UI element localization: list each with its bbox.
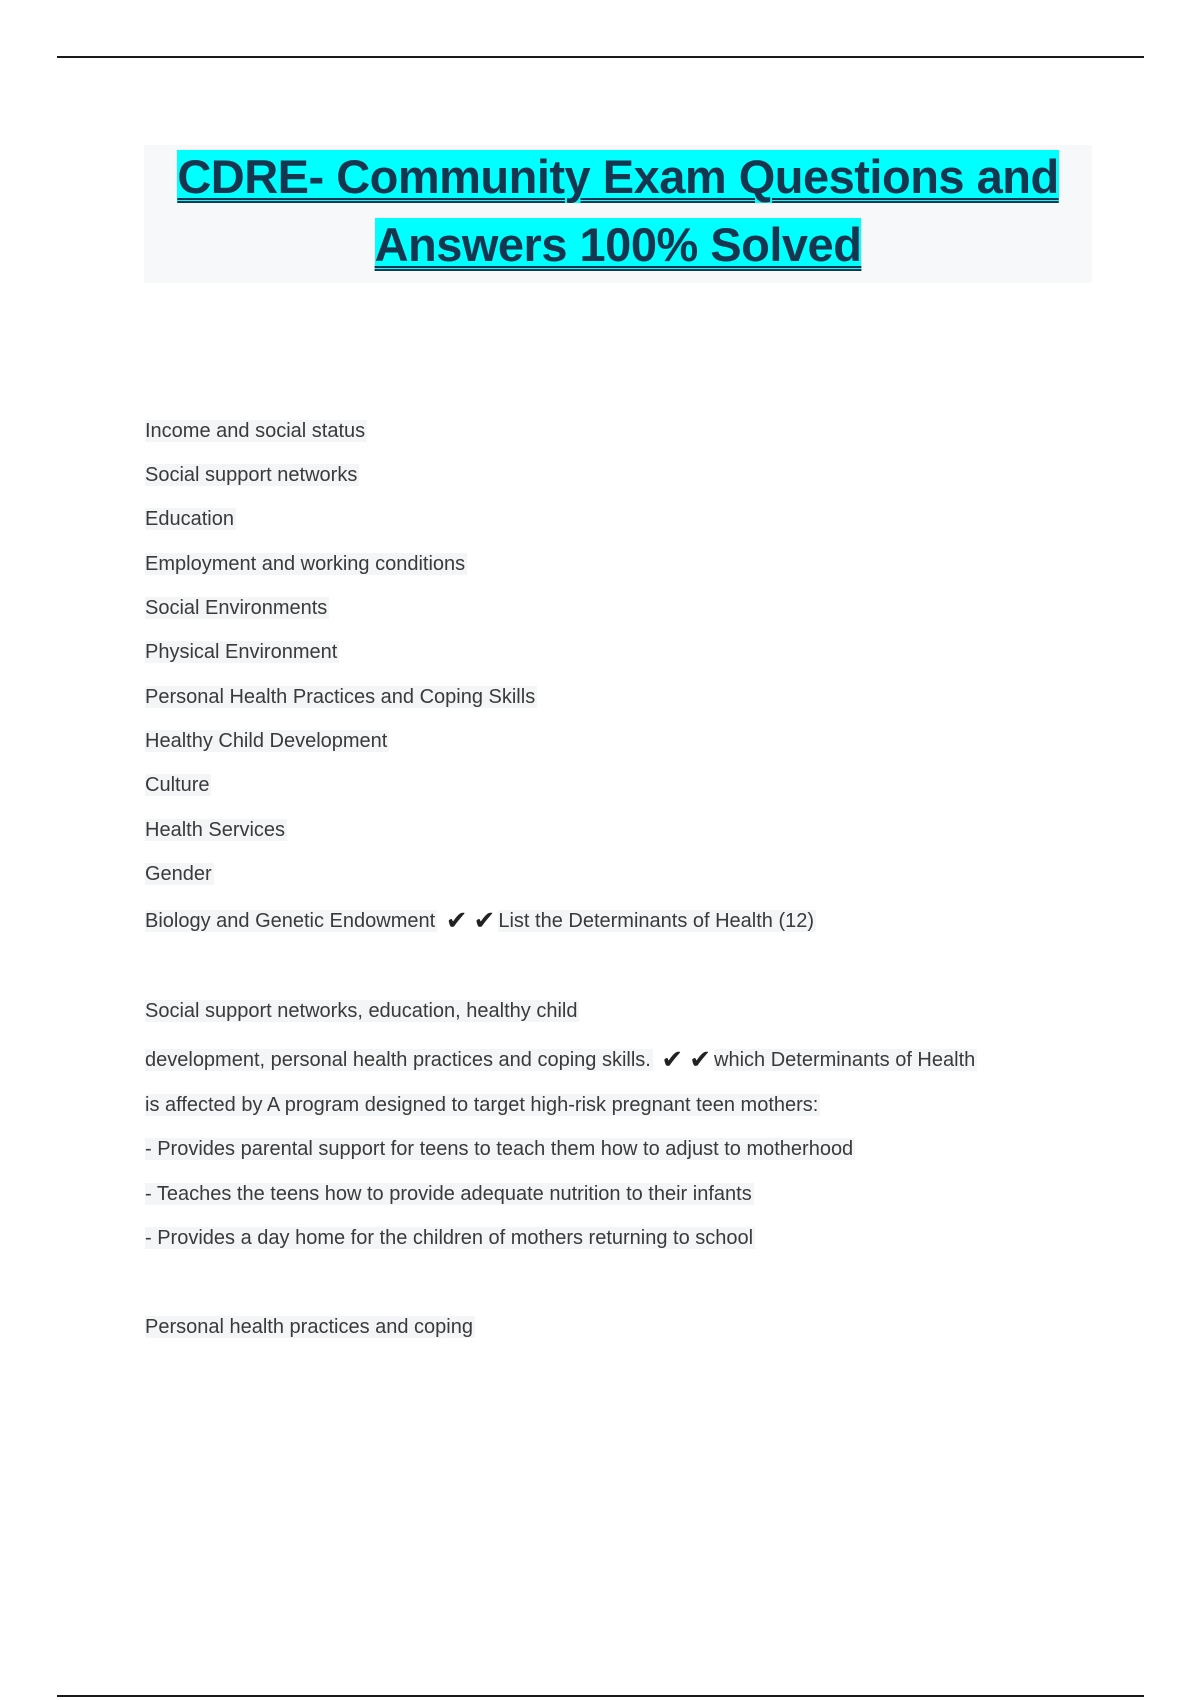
q2-question-line: is affected by A program designed to target high-risk pregnant teen mothers: [145, 1094, 819, 1116]
top-rule [57, 56, 1144, 58]
checkmark-icon: ✔ [689, 1044, 712, 1074]
list-item: Employment and working conditions [145, 553, 466, 575]
q2-answer: development, personal health practices and coping skills. [145, 1049, 651, 1071]
list-item: Healthy Child Development [145, 730, 388, 752]
list-item: Social Environments [145, 597, 328, 619]
title-line-2: Answers 100% Solved [374, 218, 862, 271]
list-item: Physical Environment [145, 641, 338, 663]
q2-bullet: - Teaches the teens how to provide adequate nutrition to their infants [145, 1183, 752, 1205]
checkmark-icon: ✔ [661, 1044, 684, 1074]
checkmark-icon: ✔ [445, 905, 468, 935]
q2-question: which Determinants of Health [714, 1049, 976, 1071]
list-item: Gender [145, 863, 212, 885]
q2-answer-line-1: Social support networks, education, healthy child [145, 1000, 578, 1022]
list-item: Personal Health Practices and Coping Skills [145, 686, 536, 708]
list-item: Income and social status [145, 420, 366, 442]
checkmark-icon: ✔ [473, 905, 496, 935]
list-item: Social support networks [145, 464, 358, 486]
q2-bullet: - Provides parental support for teens to teach them how to adjust to motherhood [145, 1138, 854, 1160]
document-title [144, 145, 1092, 283]
list-item: Education [145, 508, 234, 530]
q3-answer-line-1: Personal health practices and coping [145, 1316, 473, 1338]
bottom-rule [57, 1695, 1144, 1697]
q1-question: List the Determinants of Health (12) [498, 910, 815, 932]
title-line-1: CDRE- Community Exam Questions and [177, 150, 1059, 203]
q2-line-2 [145, 1045, 977, 1073]
list-item: Culture [145, 774, 210, 796]
q1-answer: Biology and Genetic Endowment [145, 910, 436, 932]
q2-bullet: - Provides a day home for the children of mothers returning to school [145, 1227, 754, 1249]
q1-line [145, 906, 816, 934]
list-item: Health Services [145, 819, 286, 841]
